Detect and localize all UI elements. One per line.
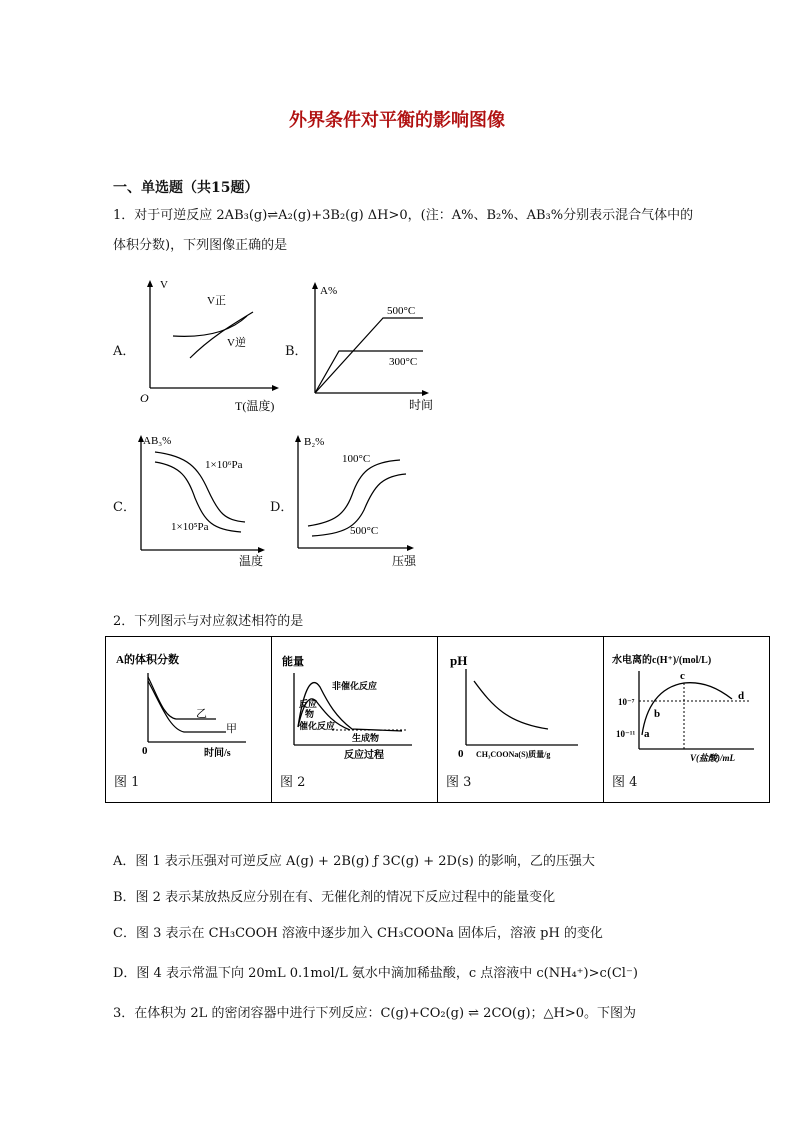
fig3-origin: 0 — [458, 748, 464, 760]
q1-option-c[interactable]: C． — [113, 500, 136, 515]
fig2-ylabel: 能量 — [282, 656, 304, 668]
fig1-cell — [106, 637, 272, 802]
graph-a-curve1: V正 — [207, 295, 226, 307]
graph-b-ylabel: A% — [320, 285, 338, 297]
graph-d-xlabel: 压强 — [392, 554, 417, 568]
q1-graph-d — [290, 430, 430, 570]
graph-c-ylabel: AB₃% — [143, 435, 172, 447]
q2-figure-table — [105, 636, 770, 803]
fig2-cell — [272, 637, 438, 802]
fig2-label-cat: 催化反应 — [299, 721, 336, 731]
fig4-caption: 图 4 — [612, 775, 638, 790]
fig4-ylabel: 水电离的c(H⁺)/(mol/L) — [612, 655, 712, 666]
fig4-point-b: b — [654, 708, 661, 720]
fig4-point-c: c — [680, 670, 685, 682]
fig1-ylabel: A的体积分数 — [116, 654, 179, 666]
fig4-tick1: 10⁻⁷ — [618, 697, 635, 707]
graph-c-curve2: 1×10⁵Pa — [171, 521, 209, 533]
graph-a-curve2: V逆 — [227, 337, 246, 349]
section-heading: 一、单选题（共15题） — [113, 180, 259, 196]
graph-b-curve1: 500°C — [387, 305, 416, 317]
fig4-xlabel: V(盐酸)/mL — [690, 753, 735, 763]
graph-a-origin: O — [140, 391, 149, 405]
q1-graph-c — [133, 430, 283, 570]
q1-graph-a — [135, 276, 285, 416]
fig1-curve2: 甲 — [226, 723, 237, 735]
fig3-ylabel: pH — [450, 653, 468, 668]
graph-a-ylabel: V — [160, 279, 168, 291]
fig3-caption: 图 3 — [446, 775, 472, 790]
q1-option-a[interactable]: A． — [113, 344, 136, 359]
fig4-chart — [604, 637, 770, 767]
q2-option-c[interactable]: C．图 3 表示在 CH₃COOH 溶液中逐步加入 CH₃COONa 固体后，溶液 pH 的变化 — [113, 926, 603, 941]
graph-a-xlabel: T(温度) — [235, 399, 275, 413]
q1-stem-line2: 体积分数)，下列图像正确的是 — [113, 238, 288, 253]
q1-option-b[interactable]: B． — [285, 344, 308, 359]
fig3-xlabel: CH₃COONa(S)质量/g — [476, 750, 551, 759]
fig2-xlabel: 反应过程 — [344, 750, 384, 761]
fig1-chart — [106, 637, 272, 767]
graph-b-xlabel: 时间 — [409, 398, 434, 412]
fig2-label-product: 生成物 — [352, 733, 380, 743]
page-title: 外界条件对平衡的影响图像 — [289, 110, 505, 131]
q1-option-d[interactable]: D． — [270, 500, 294, 515]
q2-stem: 2．下列图示与对应叙述相符的是 — [113, 614, 304, 629]
graph-c-curve1: 1×10⁶Pa — [205, 459, 243, 471]
fig2-label-noncat: 非催化反应 — [332, 681, 378, 691]
graph-d-ylabel: B₂% — [304, 436, 325, 448]
fig2-label-reactant1: 反应 — [299, 699, 318, 709]
q2-option-b[interactable]: B．图 2 表示某放热反应分别在有、无催化剂的情况下反应过程中的能量变化 — [113, 890, 556, 905]
fig2-caption: 图 2 — [280, 775, 306, 790]
fig4-cell — [604, 637, 769, 802]
graph-d-curve1: 100°C — [342, 453, 371, 465]
graph-b-curve2: 300°C — [389, 356, 418, 368]
q2-option-a[interactable]: A．图 1 表示压强对可逆反应 A(g) + 2B(g) ƒ 3C(g) + 2D(s) 的影响，乙的压强大 — [113, 854, 595, 869]
q2-option-d[interactable]: D．图 4 表示常温下向 20mL 0.1mol/L 氨水中滴加稀盐酸，c 点溶液中 c(NH₄⁺)>c(Cl⁻) — [113, 966, 638, 981]
fig2-label-reactant2: 物 — [305, 709, 315, 719]
graph-c-xlabel: 温度 — [239, 554, 264, 568]
fig2-chart — [272, 637, 438, 767]
fig1-caption: 图 1 — [114, 775, 140, 790]
fig1-origin: 0 — [142, 745, 148, 757]
fig3-cell — [438, 637, 604, 802]
fig3-chart — [438, 637, 604, 767]
fig1-curve1: 乙 — [196, 708, 207, 720]
q1-graph-b — [305, 278, 445, 413]
graph-d-curve2: 500°C — [350, 525, 379, 537]
fig4-point-d: d — [738, 690, 745, 702]
q1-stem-line1: 1．对于可逆反应 2AB₃(g)⇌A₂(g)+3B₂(g) ΔH>0，(注：A%、B₂%、AB₃%分别表示混合气体中的 — [113, 208, 694, 223]
q3-stem-line1: 3．在体积为 2L 的密闭容器中进行下列反应：C(g)+CO₂(g) ⇌ 2CO(g)；△H>0。下图为 — [113, 1006, 637, 1021]
fig1-xlabel: 时间/s — [204, 748, 231, 759]
fig4-point-a: a — [644, 728, 650, 740]
fig4-tick2: 10⁻¹¹ — [616, 729, 636, 739]
